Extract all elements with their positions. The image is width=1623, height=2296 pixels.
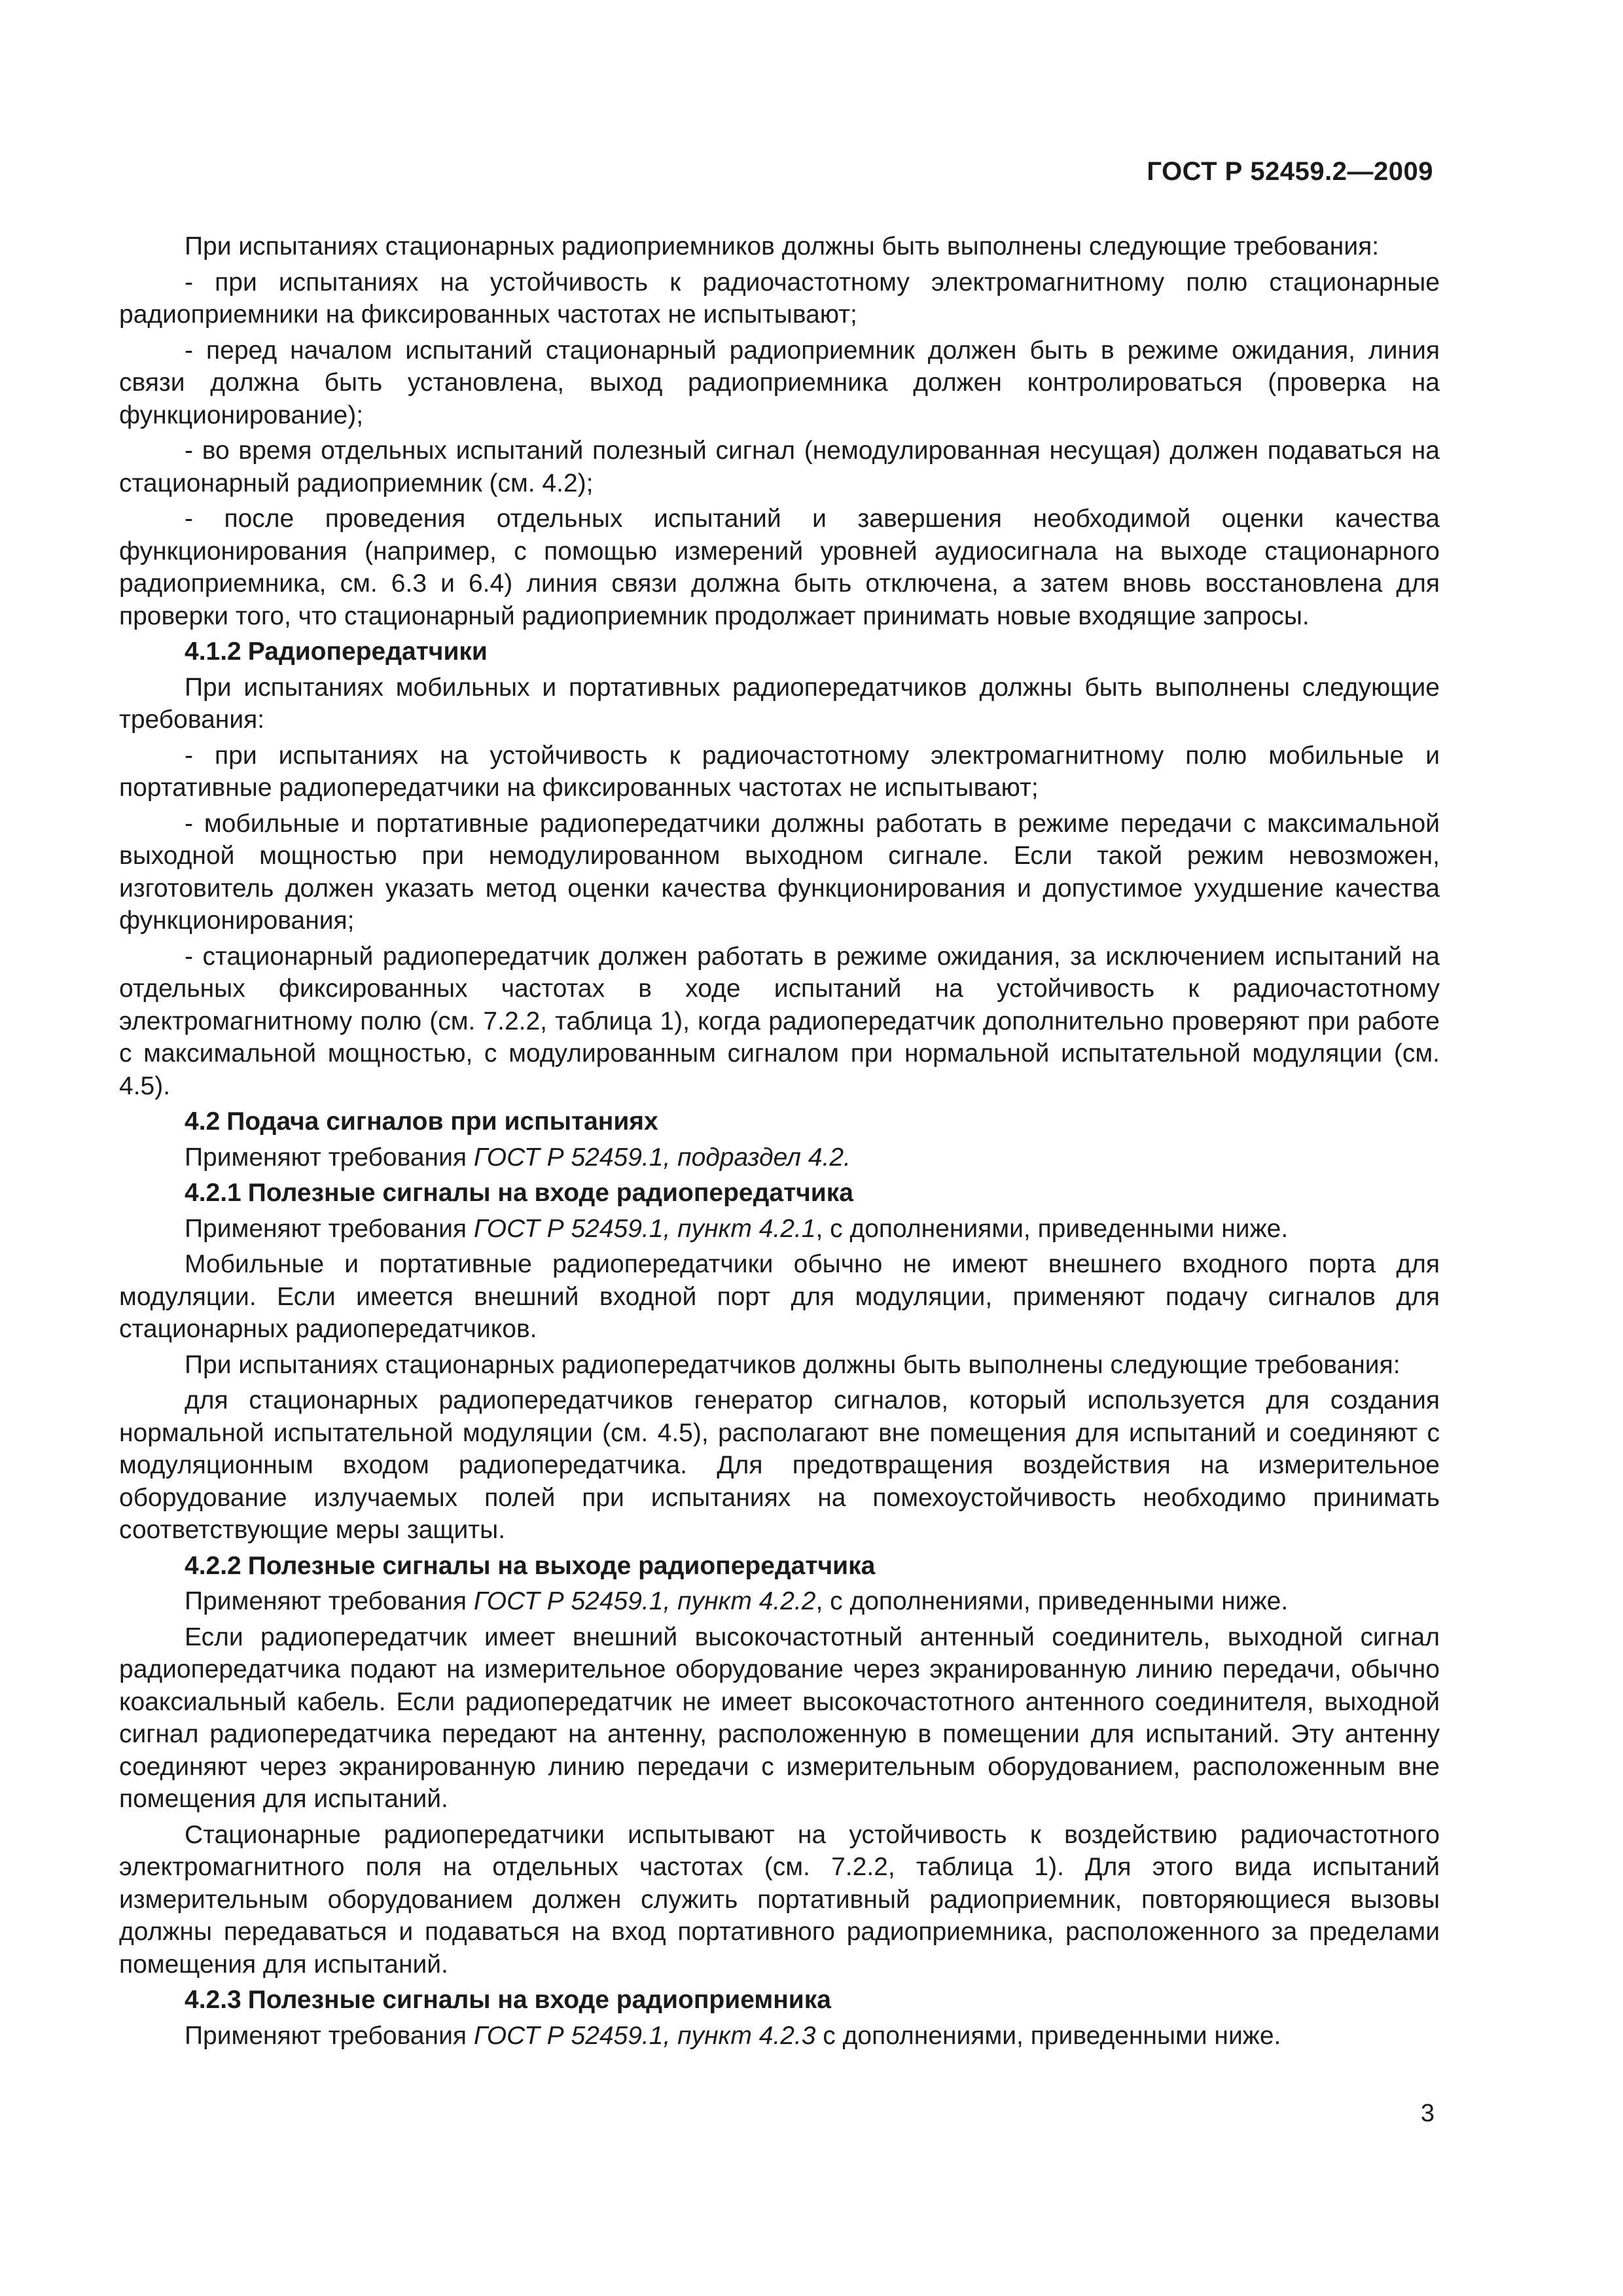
section-number: 4.2.3 xyxy=(185,1986,241,2014)
list-item: - перед началом испытаний стационарный радиоприемник должен быть в режиме ожидания, линия связи должна быть установлена, выход радиоприемника должен контролироваться (проверка на функционирование); xyxy=(119,336,1440,429)
paragraph: При испытаниях стационарных радиоприемников должны быть выполнены следующие требования: xyxy=(185,232,1380,260)
paragraph: Мобильные и портативные радиопередатчики обычно не имеют внешнего входного порта для модуляции. Если имеется внешний входной порт для модуляции, применяют подачу сигналов для стационарных радиопередатчиков. xyxy=(119,1250,1440,1343)
paragraph xyxy=(119,1585,1440,1618)
page-number: 3 xyxy=(1420,2100,1435,2127)
list-item: - во время отдельных испытаний полезный сигнал (немодулированная несущая) должен подаваться на стационарный радиоприемник (см. 4.2); xyxy=(119,437,1440,497)
section-title: Радиопередатчики xyxy=(247,637,488,666)
section-heading-4-2-2 xyxy=(119,1550,1440,1583)
paragraph-text: , с дополнениями, приведенными ниже. xyxy=(815,1587,1289,1615)
standard-reference: ГОСТ Р 52459.1, пункт 4.2.2 xyxy=(473,1587,816,1615)
section-number: 4.1.2 xyxy=(185,637,241,666)
paragraph-text: , с дополнениями, приведенными ниже. xyxy=(815,1214,1289,1243)
section-number: 4.2.1 xyxy=(185,1179,241,1207)
paragraph: для стационарных радиопередатчиков генератор сигналов, который используется для создания нормальной испытательной модуляции (см. 4.5), располагают вне помещения для испытаний и соединяют с модуляционным входом радиопередатчика. Для предотвращения воздействия на измерительное оборудование излучаемых полей при испытаниях на помехоустойчивость необходимо принимать соответствующие меры защиты. xyxy=(119,1386,1440,1544)
standard-reference: ГОСТ Р 52459.1, пункт 4.2.1 xyxy=(473,1214,816,1243)
paragraph-text: Применяют требования xyxy=(185,1587,474,1615)
paragraph: Стационарные радиопередатчики испытывают на устойчивость к воздействию радиочастотного электромагнитного поля на отдельных частотах (см. 7.2.2, таблица 1). Для этого вида испытаний измерительным оборудованием должен служить портативный радиоприемник, повторяющиеся вызовы должны передаваться и подаваться на вход портативного радиоприемника, расположенного за пределами помещения для испытаний. xyxy=(119,1820,1440,1979)
list-item: - при испытаниях на устойчивость к радиочастотному электромагнитному полю мобильные и портативные радиопередатчики на фиксированных частотах не испытывают; xyxy=(119,741,1440,802)
paragraph xyxy=(119,1141,1440,1174)
paragraph: Если радиопередатчик имеет внешний высокочастотный антенный соединитель, выходной сигнал радиопередатчика подают на измерительное оборудование через экранированную линию передачи, обычно коаксиальный кабель. Если радиопередатчик не имеет высокочастотного антенного соединителя, выходной сигнал радиопередатчика передают на антенну, расположенную в помещении для испытаний. Эту антенну соединяют через экранированную линию передачи с измерительным оборудованием, расположенным вне помещения для испытаний. xyxy=(119,1623,1440,1813)
section-title: Полезные сигналы на входе радиоприемника xyxy=(247,1986,831,2014)
section-heading-4-2-3 xyxy=(119,1984,1440,2017)
list-item: - после проведения отдельных испытаний и завершения необходимой оценки качества функционирования (например, с помощью измерений уровней аудиосигнала на выходе стационарного радиоприемника, см. 6.3 и 6.4) линия связи должна быть отключена, а затем вновь восстановлена для проверки того, что стационарный радиоприемник продолжает принимать новые входящие запросы. xyxy=(119,505,1440,630)
paragraph xyxy=(119,2020,1440,2053)
standard-reference: ГОСТ Р 52459.1, пункт 4.2.3 xyxy=(473,2021,816,2050)
section-heading-4-2 xyxy=(119,1105,1440,1138)
paragraph: При испытаниях стационарных радиопередатчиков должны быть выполнены следующие требования: xyxy=(185,1350,1400,1379)
list-item: - стационарный радиопередатчик должен работать в режиме ожидания, за исключением испытаний на отдельных фиксированных частотах в ходе испытаний на устойчивость к радиочастотному электромагнитному полю (см. 7.2.2, таблица 1), когда радиопередатчик дополнительно проверяют при работе с максимальной мощностью, с модулированным сигналом при нормальной испытательной модуляции (см. 4.5). xyxy=(119,942,1440,1100)
section-title: Полезные сигналы на входе радиопередатчика xyxy=(247,1179,853,1207)
section-title: Подача сигналов при испытаниях xyxy=(226,1107,658,1136)
standard-reference: ГОСТ Р 52459.1, подраздел 4.2. xyxy=(473,1143,851,1172)
section-title: Полезные сигналы на выходе радиопередатчика xyxy=(247,1551,876,1580)
document-code: ГОСТ Р 52459.2—2009 xyxy=(1147,157,1433,186)
paragraph-text: Применяют требования xyxy=(185,1143,474,1172)
paragraph-text: Применяют требования xyxy=(185,2021,474,2050)
list-item: - при испытаниях на устойчивость к радиочастотному электромагнитному полю стационарные радиоприемники на фиксированных частотах не испытывают; xyxy=(119,268,1440,329)
page-body xyxy=(119,230,1440,2055)
section-number: 4.2.2 xyxy=(185,1551,241,1580)
paragraph xyxy=(119,1213,1440,1246)
section-number: 4.2 xyxy=(185,1107,221,1136)
list-item: - мобильные и портативные радиопередатчики должны работать в режиме передачи с максимальной выходной мощностью при немодулированном выходном сигнале. Если такой режим невозможен, изготовитель должен указать метод оценки качества функционирования и допустимое ухудшение качества функционирования; xyxy=(119,809,1440,935)
section-heading-4-2-1 xyxy=(119,1177,1440,1210)
paragraph: При испытаниях мобильных и портативных радиопередатчиков должны быть выполнены следующие требования: xyxy=(119,673,1440,734)
section-heading-4-1-2 xyxy=(119,636,1440,668)
paragraph-text: с дополнениями, приведенными ниже. xyxy=(815,2021,1281,2050)
paragraph-text: Применяют требования xyxy=(185,1214,474,1243)
